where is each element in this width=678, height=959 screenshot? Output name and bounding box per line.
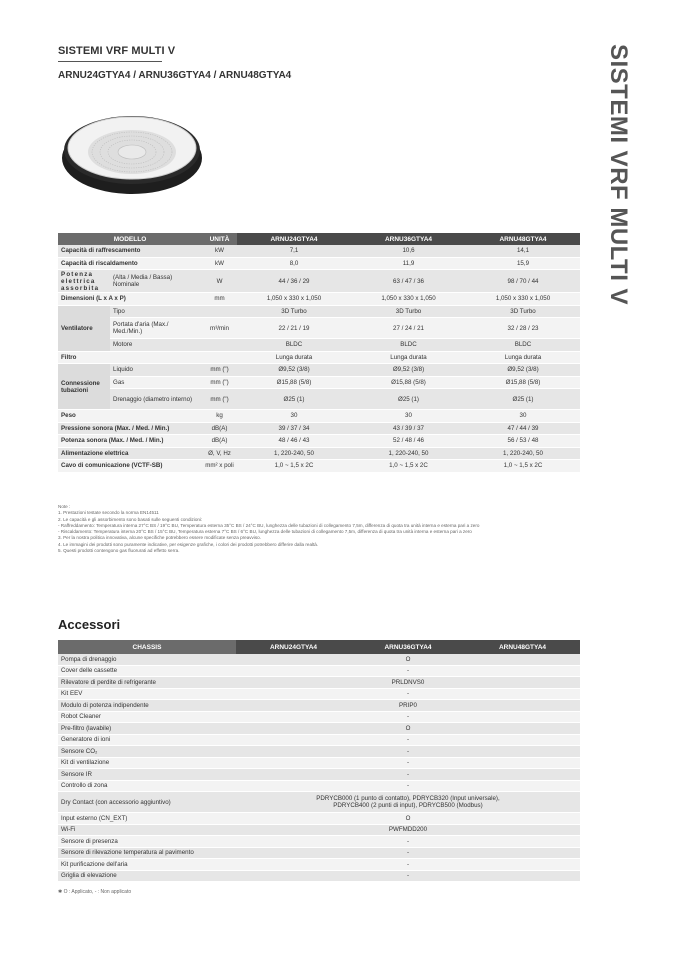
cell: Lunga durata [466,351,580,364]
accessory-name: Dry Contact (con accessorio aggiuntivo) [58,792,236,813]
table-row [58,245,580,257]
accessory-name: Kit EEV [58,688,236,700]
table-row [58,376,580,389]
accessory-value-line: PDRYCB400 (2 punti di input), PDRYCB500 (Modbus) [333,802,483,809]
cell: 1, 220-240, 50 [237,447,351,460]
table-row [58,410,580,423]
table-row [58,422,580,435]
cell: BLDC [466,339,580,352]
cell: Ø25 (1) [351,389,466,410]
cell: 27 / 24 / 21 [351,318,466,339]
spec-header-unit: UNITÀ [202,233,237,245]
row-unit: mm (") [202,389,237,410]
accessory-value: PRIP0 [236,700,580,712]
accessory-value: O [236,813,580,825]
table-row [58,836,580,848]
table-row [58,318,580,339]
row-label: Filtro [58,351,202,364]
table-row [58,270,580,293]
row-unit: mm [202,293,237,306]
note-line: 2. Le capacità e gli assorbimento sono basati sulle seguenti condizioni: [58,516,203,522]
row-unit: mm (") [202,376,237,389]
cell: 1, 220-240, 50 [351,447,466,460]
table-row [58,339,580,352]
row-label: Capacità di riscaldamento [58,257,202,270]
cell: 8,0 [237,257,351,270]
cell: 22 / 21 / 19 [237,318,351,339]
row-unit [202,305,237,318]
cell: 48 / 46 / 43 [237,435,351,448]
table-row [58,351,580,364]
accessory-value: - [236,859,580,871]
row-label: Potenza sonora (Max. / Med. / Min.) [58,435,202,448]
cell: 43 / 39 / 37 [351,422,466,435]
accessory-value: - [236,870,580,882]
row-label: Pressione sonora (Max. / Med. / Min.) [58,422,202,435]
row-sublabel: (Alta / Media / Bassa) Nominale [110,270,202,293]
row-unit: dB(A) [202,435,237,448]
accessories-footnote: ✱ O : Applicato, - : Non applicato [58,889,132,895]
cell: 98 / 70 / 44 [466,270,580,293]
note-line: - Riscaldamento: Temperatura interna 20°C BS / 15°C BU, Temperatura esterna 7°C BS / 6°C BU, lunghezza delle tubazioni di collegamento 7,5m, differenza di quota tra unità interna e esterna pari a zero [58,529,472,535]
table-row [58,757,580,769]
section-title: SISTEMI VRF MULTI V [58,45,176,57]
cell: 63 / 47 / 36 [351,270,466,293]
accessory-value: - [236,847,580,859]
acc-header-arnu36: ARNU36GTYA4 [351,640,465,654]
cell: 3D Turbo [237,305,351,318]
row-sublabel: Tipo [110,305,202,318]
row-sublabel: Gas [110,376,202,389]
accessory-name: Kit di ventilazione [58,757,236,769]
cell: Lunga durata [237,351,351,364]
table-row [58,447,580,460]
section-underline [58,61,162,62]
row-unit: kg [202,410,237,423]
row-sublabel: Portata d'aria (Max./ Med./Min.) [110,318,202,339]
accessory-value: - [236,688,580,700]
accessory-name: Griglia di elevazione [58,870,236,882]
cell: 32 / 28 / 23 [466,318,580,339]
cell: Ø9,52 (3/8) [351,364,466,377]
cell: 47 / 44 / 39 [466,422,580,435]
table-row [58,700,580,712]
note-line: 1. Prestazioni testate secondo la norma EN14511 [58,510,159,516]
model-list: ARNU24GTYA4 / ARNU36GTYA4 / ARNU48GTYA4 [58,70,292,81]
table-row [58,792,580,813]
note-line: 5. Questi prodotti contengono gas fluorurati ad effetto serra. [58,548,180,554]
row-unit: W [202,270,237,293]
acc-header-arnu24: ARNU24GTYA4 [236,640,351,654]
accessory-name: Sensore di rilevazione temperatura al pavimento [58,847,236,859]
table-row [58,293,580,306]
cell: Ø15,88 (5/8) [466,376,580,389]
accessories-title: Accessori [58,617,121,632]
table-row [58,389,580,410]
accessory-value-line: PDRYCB000 (1 punto di contatto), PDRYCB320 (Input universale), [316,795,500,802]
accessory-value: - [236,734,580,746]
cell: Ø25 (1) [237,389,351,410]
row-group-label: Connessione tubazioni [58,364,110,410]
row-group-label: Ventilatore [58,305,110,351]
table-row [58,654,580,665]
table-row [58,780,580,792]
cell: Ø25 (1) [466,389,580,410]
spec-header-row [58,233,580,245]
row-unit: mm² x poli [202,460,237,473]
accessory-value: - [236,665,580,677]
cell: 1,050 x 330 x 1,050 [237,293,351,306]
table-row [58,305,580,318]
accessory-name: Robot Cleaner [58,711,236,723]
table-row [58,257,580,270]
row-unit: m³/min [202,318,237,339]
cell: 39 / 37 / 34 [237,422,351,435]
row-unit: Ø, V, Hz [202,447,237,460]
accessory-name: Sensore IR [58,769,236,781]
accessory-value: - [236,757,580,769]
acc-header-arnu48: ARNU48GTYA4 [465,640,580,654]
accessory-value: - [236,780,580,792]
table-row [58,665,580,677]
accessories-header-row [58,640,580,654]
accessory-name: Pre-filtro (lavabile) [58,723,236,735]
table-row [58,847,580,859]
cell: 14,1 [466,245,580,257]
cell: 56 / 53 / 48 [466,435,580,448]
cell: 30 [237,410,351,423]
spec-header-arnu48: ARNU48GTYA4 [466,233,580,245]
accessory-name: Sensore di presenza [58,836,236,848]
accessory-value: - [236,711,580,723]
row-label: Peso [58,410,202,423]
side-vertical-title: SISTEMI VRF MULTI V [605,44,632,306]
row-sublabel: Motore [110,339,202,352]
table-row [58,870,580,882]
cell: 3D Turbo [466,305,580,318]
table-row [58,723,580,735]
accessory-name: Input esterno (CN_EXT) [58,813,236,825]
cell: BLDC [237,339,351,352]
cell: 11,9 [351,257,466,270]
cell: Ø9,52 (3/8) [466,364,580,377]
cell: Ø9,52 (3/8) [237,364,351,377]
row-label: Capacità di raffrescamento [58,245,202,257]
cell: 10,6 [351,245,466,257]
cell: 1, 220-240, 50 [466,447,580,460]
accessory-name: Controllo di zona [58,780,236,792]
accessory-name: Modulo di potenza indipendente [58,700,236,712]
row-label: Cavo di comunicazione (VCTF-SB) [58,460,202,473]
cell: BLDC [351,339,466,352]
cell: Ø15,88 (5/8) [351,376,466,389]
table-row [58,711,580,723]
note-line: - Raffreddamento: Temperatura interna 27°C BS / 19°C BU, Temperatura esterna 35°C BS / 24°C BU, lunghezza delle tubazioni di collegamento 7,5m, differenza di quota tra unità interna e esterna pari a zero [58,522,480,528]
accessory-value: O [236,723,580,735]
table-row [58,435,580,448]
notes-block [58,504,578,554]
table-row [58,769,580,781]
spec-table [58,233,580,473]
spec-header-arnu36: ARNU36GTYA4 [351,233,466,245]
row-unit [202,339,237,352]
row-unit [202,351,237,364]
row-unit: mm (") [202,364,237,377]
row-sublabel: Drenaggio (diametro interno) [110,389,202,410]
note-line: 3. Per la nostra politica innovativa, alcune specifiche potrebbero essere modificate senza preavviso. [58,535,262,541]
cell: 1,050 x 330 x 1,050 [351,293,466,306]
accessory-value: O [236,654,580,665]
accessory-name: Pompa di drenaggio [58,654,236,665]
cell: 30 [351,410,466,423]
accessory-value: - [236,746,580,758]
accessory-name: Cover delle cassette [58,665,236,677]
cell: 52 / 48 / 46 [351,435,466,448]
accessories-table [58,640,580,882]
spec-header-model: MODELLO [58,233,202,245]
table-row [58,859,580,871]
table-row [58,688,580,700]
spec-header-arnu24: ARNU24GTYA4 [237,233,351,245]
accessory-value: PRLDNVS0 [236,677,580,689]
accessory-value: - [236,836,580,848]
row-label: Alimentazione elettrica [58,447,202,460]
cell: 1,050 x 330 x 1,050 [466,293,580,306]
cell: 44 / 36 / 29 [237,270,351,293]
accessory-name: Rilevatore di perdite di refrigerante [58,677,236,689]
note-line: Note : [58,504,71,509]
cell: 1,0 ~ 1,5 x 2C [466,460,580,473]
accessory-name: Sensore CO₂ [58,746,236,758]
cell: 7,1 [237,245,351,257]
cell: 3D Turbo [351,305,466,318]
accessory-value: - [236,769,580,781]
cell: Ø15,88 (5/8) [237,376,351,389]
acc-header-chassis: CHASSIS [58,640,236,654]
accessory-name: Wi-Fi [58,824,236,836]
accessory-value [236,792,580,813]
table-row [58,813,580,825]
row-unit: kW [202,245,237,257]
table-row [58,824,580,836]
note-line: 4. Le immagini dei prodotti sono puramente indicative, per esigenze grafiche, i colori dei prodotti potrebbero differire dalla realtà. [58,541,319,547]
row-unit: kW [202,257,237,270]
table-row [58,677,580,689]
cell: 15,9 [466,257,580,270]
accessory-name: Generatore di ioni [58,734,236,746]
cell: 30 [466,410,580,423]
accessory-name: Kit purificazione dell'aria [58,859,236,871]
table-row [58,734,580,746]
table-row [58,746,580,758]
cell: 1,0 ~ 1,5 x 2C [351,460,466,473]
accessory-value: PWFMDD200 [236,824,580,836]
table-row [58,460,580,473]
table-row [58,364,580,377]
row-label: Dimensioni (L x A x P) [58,293,202,306]
row-label: Potenza elettrica assorbita [58,270,110,293]
row-unit: dB(A) [202,422,237,435]
cell: Lunga durata [351,351,466,364]
row-sublabel: Liquido [110,364,202,377]
cell: 1,0 ~ 1,5 x 2C [237,460,351,473]
page-header [58,45,578,81]
cassette-unit-image [60,104,204,196]
